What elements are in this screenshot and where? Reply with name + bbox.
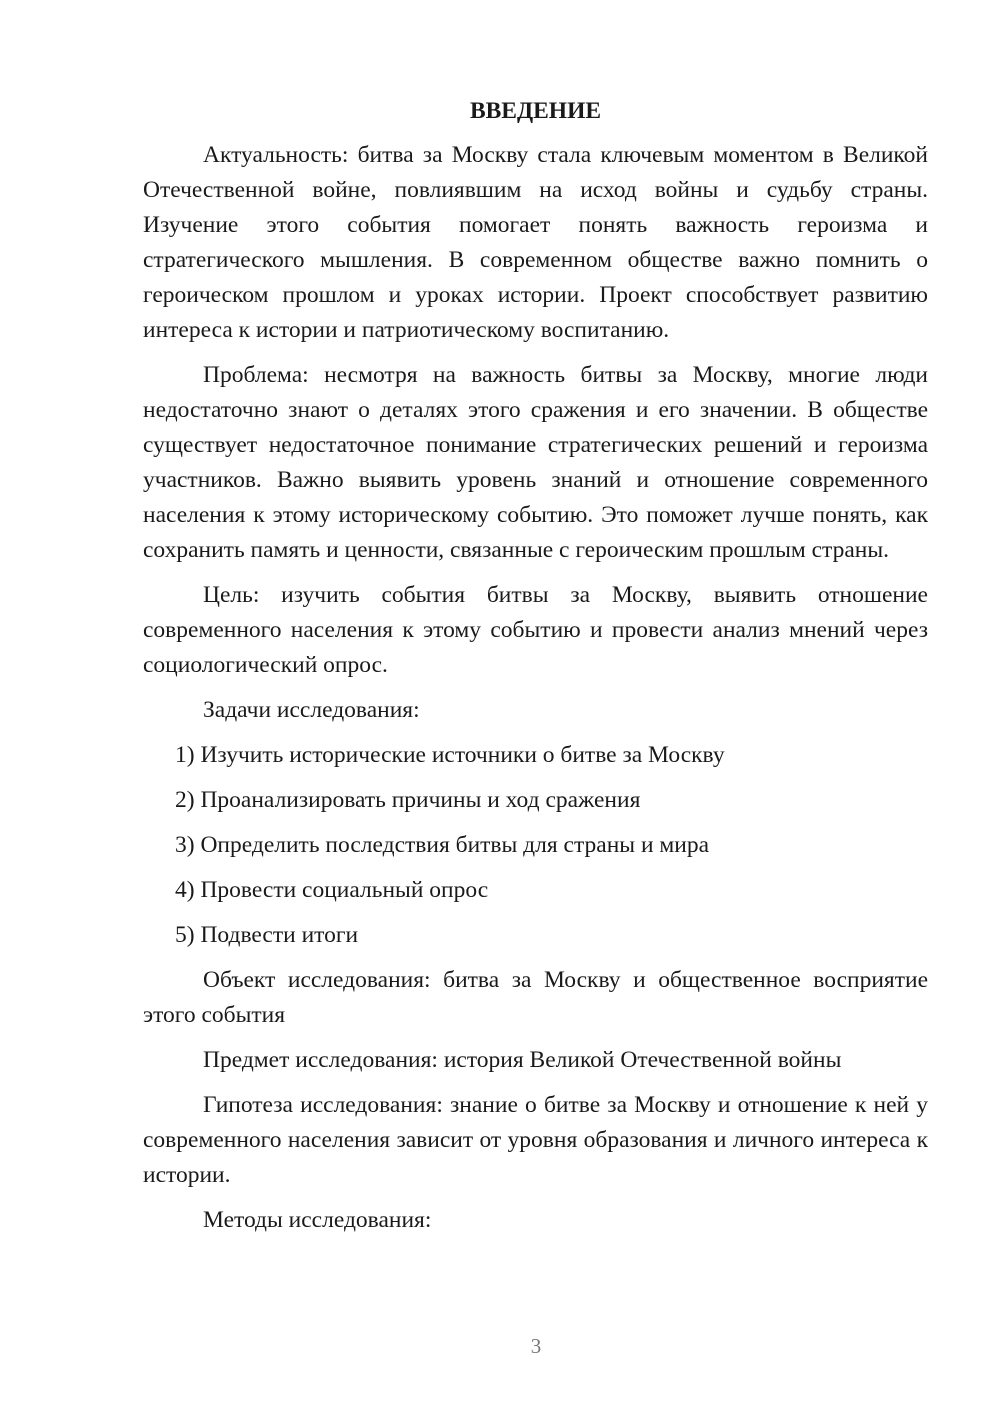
paragraph-relevance: Актуальность: битва за Москву стала ключевым моментом в Великой Отечественной войне, повлиявшим на исход войны и судьбу страны. Изучение этого события помогает понять важность героизма и стратегического мышления. В современном обществе важно помнить о героическом прошлом и уроках истории. Проект способствует развитию интереса к истории и патриотическому воспитанию. [143, 142, 928, 343]
task-item-3: 3) Определить последствия битвы для страны и мира [175, 832, 710, 858]
section-title: ВВЕДЕНИЕ [469, 98, 602, 124]
task-item-4: 4) Провести социальный опрос [175, 877, 489, 903]
paragraph-hypothesis: Гипотеза исследования: знание о битве за Москву и отношение к ней у современного населения зависит от уровня образования и личного интереса к истории. [143, 1092, 928, 1188]
task-item-2: 2) Проанализировать причины и ход сражения [175, 787, 641, 813]
paragraph-goal: Цель: изучить события битвы за Москву, выявить отношение современного населения к этому событию и провести анализ мнений через социологический опрос. [143, 582, 928, 678]
paragraph-problem: Проблема: несмотря на важность битвы за Москву, многие люди недостаточно знают о деталях этого сражения и его значении. В обществе существует недостаточное понимание стратегических решений и героизма участников. Важно выявить уровень знаний и отношение современного населения к этому историческому событию. Это поможет лучше понять, как сохранить память и ценности, связанные с героическим прошлым страны. [143, 362, 928, 563]
task-item-1: 1) Изучить исторические источники о битве за Москву [175, 742, 725, 768]
task-item-5: 5) Подвести итоги [175, 922, 359, 948]
page-number: 3 [530, 1334, 542, 1358]
paragraph-object: Объект исследования: битва за Москву и общественное восприятие этого события [143, 967, 928, 1028]
methods-heading: Методы исследования: [203, 1207, 432, 1233]
tasks-heading: Задачи исследования: [203, 697, 420, 723]
paragraph-subject: Предмет исследования: история Великой Отечественной войны [203, 1047, 842, 1073]
document-page [143, 92, 928, 1248]
tasks-list [143, 738, 928, 953]
